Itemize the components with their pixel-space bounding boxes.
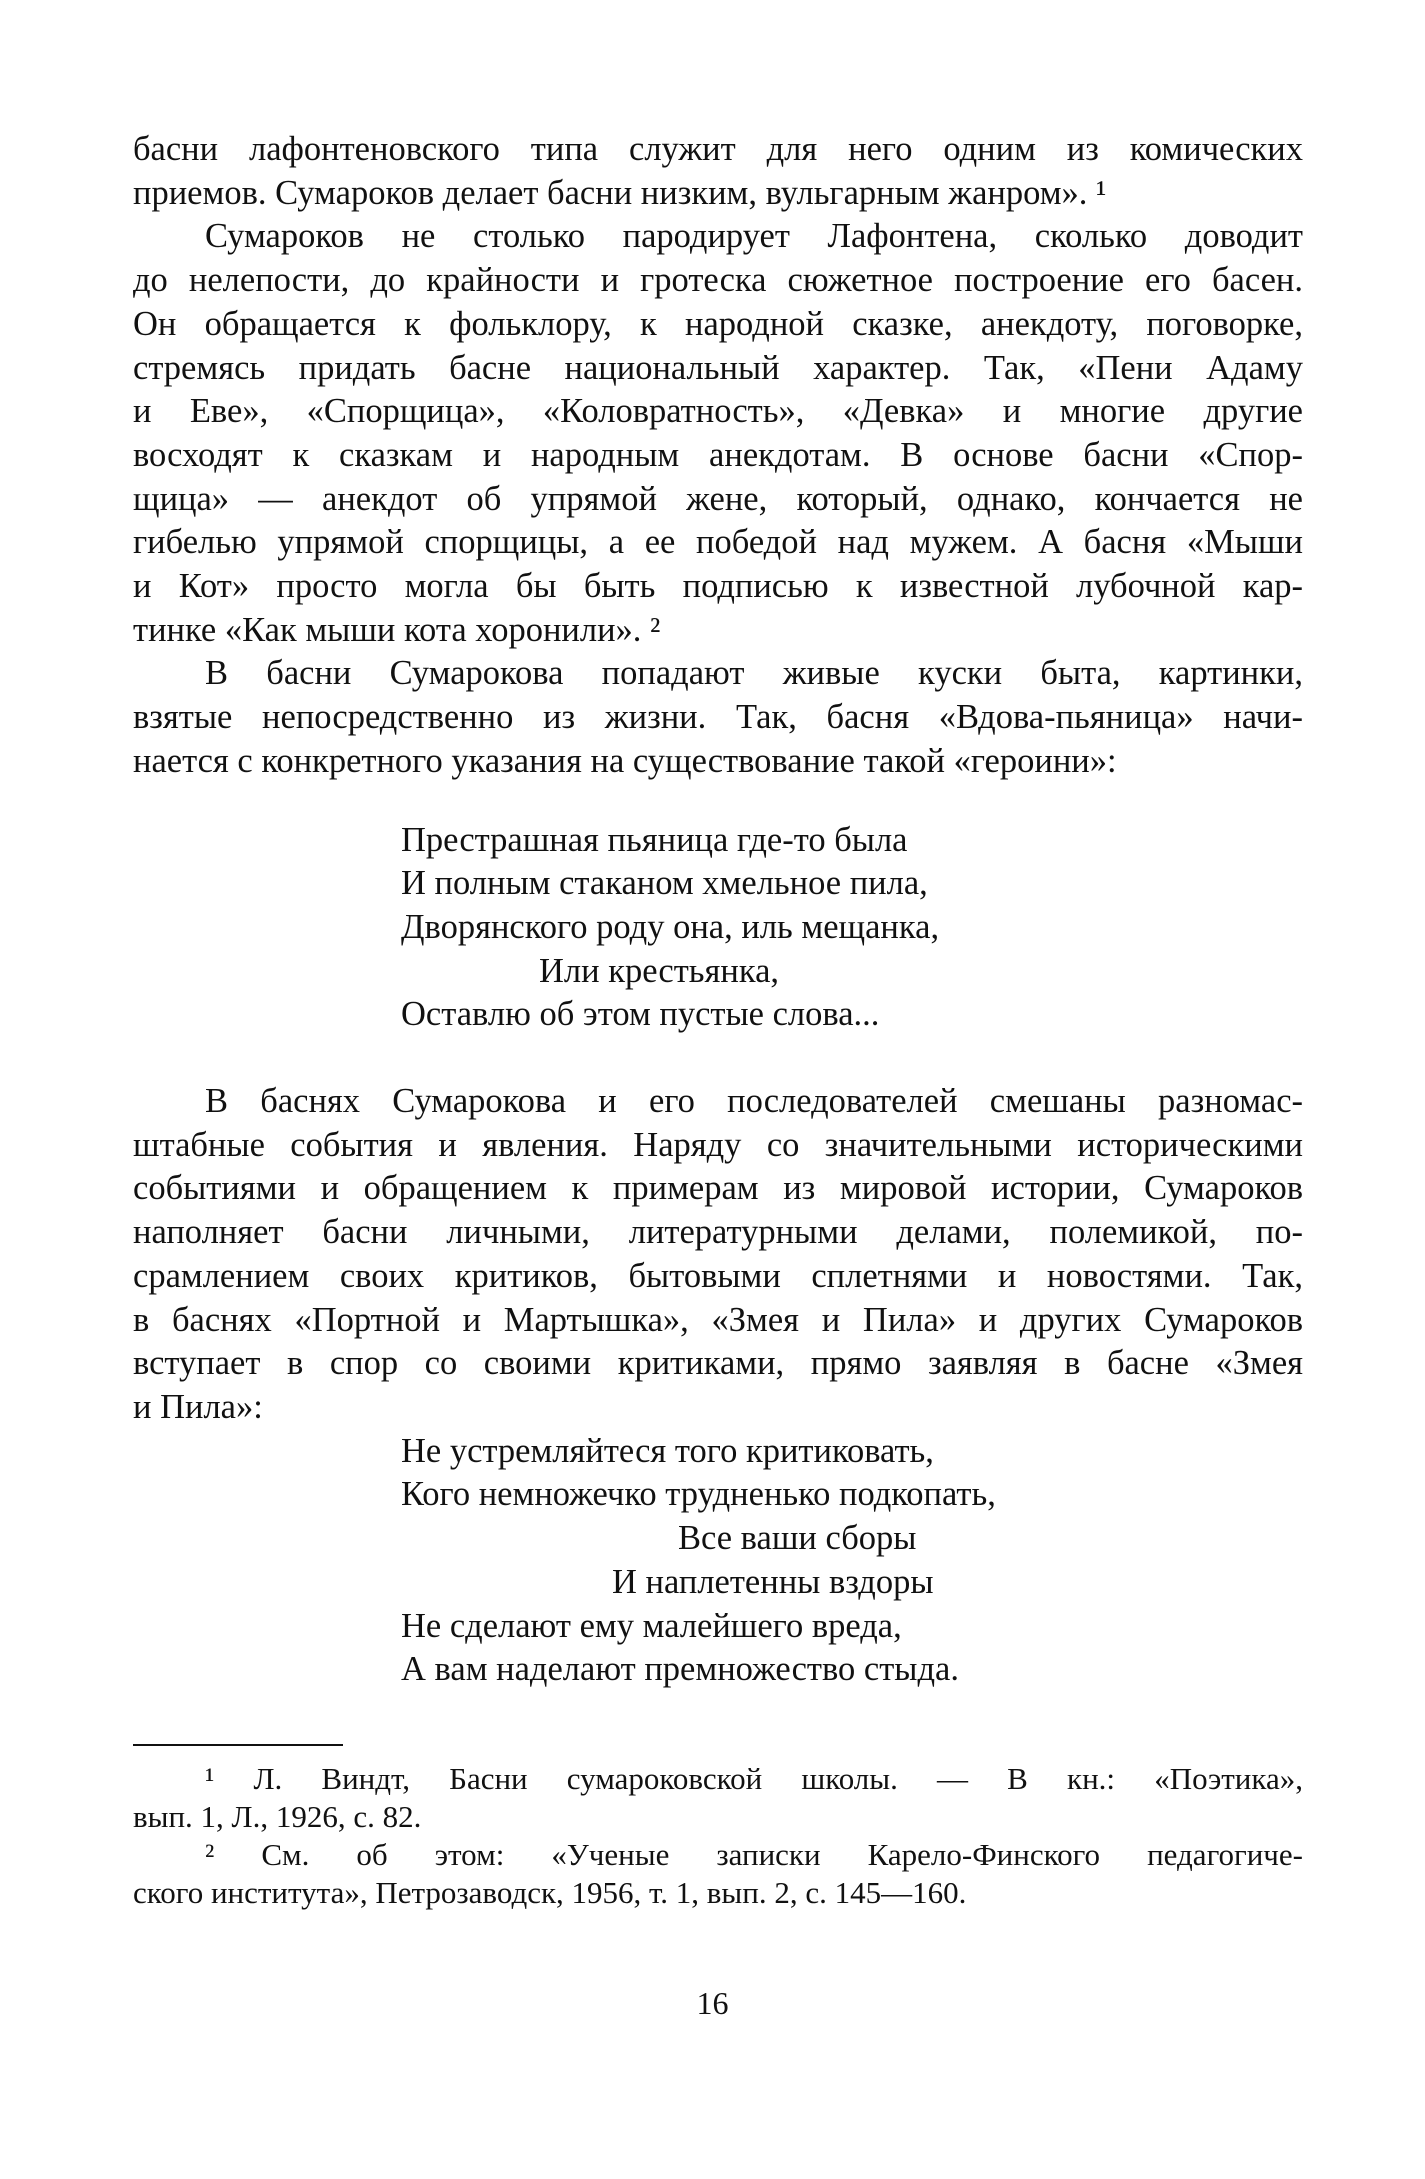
verse-line: Дворянского роду она, иль мещанка, — [401, 907, 940, 946]
text-line: вступает в спор со своими критиками, прямо заявляя в басне «Змея — [133, 1344, 1303, 1383]
paragraph-1 — [133, 128, 1303, 215]
verse-line: Престрашная пьяница где-то была — [401, 820, 908, 859]
book-page — [133, 128, 1303, 1912]
text-line: В басни Сумарокова попадают живые куски быта, картинки, — [205, 654, 1303, 693]
text-line: штабные события и явления. Наряду со значительными историческими — [133, 1125, 1303, 1164]
text-line: событиями и обращением к примерам из мировой истории, Сумароков — [133, 1169, 1303, 1208]
verse-quote-2 — [133, 1430, 1303, 1692]
text-line: срамлением своих критиков, бытовыми сплетнями и новостями. Так, — [133, 1256, 1303, 1295]
text-line: восходят к сказкам и народным анекдотам. В основе басни «Спор- — [133, 435, 1303, 474]
verse-line: И наплетенны вздоры — [612, 1562, 934, 1601]
text-line: Он обращается к фольклору, к народной сказке, анекдоту, поговорке, — [133, 304, 1303, 343]
verse-line: Все ваши сборы — [678, 1519, 917, 1558]
text-line: В баснях Сумарокова и его последователей смешаны разномас- — [205, 1082, 1303, 1121]
text-line: наполняет басни личными, литературными делами, полемикой, по- — [133, 1213, 1303, 1252]
footnote-line: ского института», Петрозаводск, 1956, т. 1, вып. 2, с. 145—160. — [133, 1874, 967, 1910]
text-line: взятые непосредственно из жизни. Так, басня «Вдова-пьяница» начи- — [133, 698, 1303, 737]
verse-line: А вам наделают премножество стыда. — [401, 1650, 959, 1689]
text-line: нается с конкретного указания на существование такой «героини»: — [133, 741, 1117, 780]
text-line: щица» — анекдот об упрямой жене, который, однако, кончается не — [133, 479, 1303, 518]
text-line: приемов. Сумароков делает басни низким, вульгарным жанром». ¹ — [133, 173, 1107, 212]
text-line: и Кот» просто могла бы быть подписью к известной лубочной кар- — [133, 567, 1303, 606]
text-line: басни лафонтеновского типа служит для него одним из комических — [133, 130, 1303, 168]
footnote-2 — [133, 1836, 1303, 1912]
footnote-1 — [133, 1760, 1303, 1836]
text-line: стремясь придать басне национальный характер. Так, «Пени Адаму — [133, 348, 1303, 387]
verse-line: Оставлю об этом пустые слова... — [401, 995, 880, 1034]
text-line: гибелью упрямой спорщицы, а ее победой над мужем. А басня «Мыши — [133, 523, 1303, 562]
verse-line: Не сделают ему малейшего вреда, — [401, 1606, 902, 1645]
text-line: до нелепости, до крайности и гротеска сюжетное построение его басен. — [133, 261, 1303, 300]
paragraph-2 — [133, 215, 1303, 652]
footnote-line: ² См. об этом: «Ученые записки Карело-Финского педагогиче- — [205, 1836, 1303, 1872]
text-line: и Пила»: — [133, 1387, 263, 1426]
verse-line: Кого немножечко трудненько подкопать, — [401, 1475, 996, 1514]
text-line: в баснях «Портной и Мартышка», «Змея и Пила» и других Сумароков — [133, 1300, 1303, 1339]
verse-quote-1 — [133, 819, 1303, 1038]
text-line: Сумароков не столько пародирует Лафонтена, сколько доводит — [205, 217, 1303, 256]
verse-line: И полным стаканом хмельное пила, — [401, 864, 928, 903]
paragraph-3 — [133, 652, 1303, 783]
footnote-separator — [133, 1744, 343, 1746]
verse-line: Не устремляйтеся того критиковать, — [401, 1431, 934, 1470]
page-number: 16 — [696, 1985, 729, 2021]
verse-line: Или крестьянка, — [539, 951, 780, 990]
footnote-line: вып. 1, Л., 1926, с. 82. — [133, 1798, 422, 1834]
paragraph-4 — [133, 1080, 1303, 1430]
text-line: тинке «Как мыши кота хоронили». ² — [133, 610, 661, 649]
footnote-line: ¹ Л. Виндт, Басни сумароковской школы. — В кн.: «Поэтика», — [205, 1760, 1303, 1796]
text-line: и Еве», «Спорщица», «Коловратность», «Девка» и многие другие — [133, 392, 1303, 431]
